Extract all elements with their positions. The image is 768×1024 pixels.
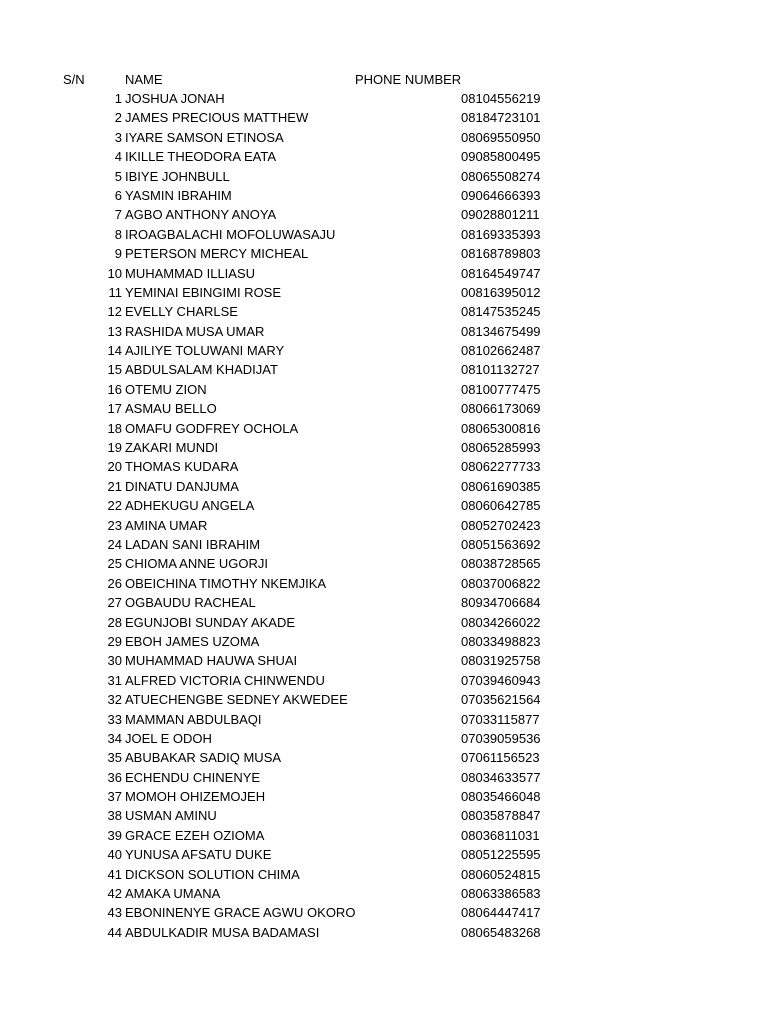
row-serial-number: 1	[114, 91, 122, 106]
row-name: MUHAMMAD HAUWA SHUAI	[125, 653, 298, 669]
row-phone-number: 09085800495	[461, 149, 541, 165]
table-row	[0, 380, 768, 399]
table-row	[0, 826, 768, 845]
row-phone-number: 08060642785	[461, 498, 541, 514]
row-name: OTEMU ZION	[125, 381, 207, 397]
row-name: CHIOMA ANNE UGORJI	[125, 556, 269, 572]
table-row	[0, 787, 768, 806]
row-phone-number: 08168789803	[461, 246, 541, 262]
row-name: YEMINAI EBINGIMI ROSE	[125, 284, 282, 300]
row-phone-number: 08035878847	[461, 808, 541, 824]
row-serial-number: 26	[107, 575, 122, 591]
row-phone-number: 08101132727	[461, 362, 540, 378]
row-phone-number: 08065285993	[461, 440, 541, 456]
row-name: OGBAUDU RACHEAL	[125, 595, 256, 611]
row-serial-number: 41	[107, 866, 122, 882]
row-name: THOMAS KUDARA	[125, 459, 239, 475]
row-phone-number: 08051225595	[461, 847, 541, 863]
header-name: NAME	[125, 72, 163, 87]
row-phone-number: 08164549747	[461, 265, 541, 281]
row-serial-number: 16	[107, 381, 122, 397]
row-name: AJILIYE TOLUWANI MARY	[125, 343, 285, 359]
row-serial-number: 9	[114, 246, 122, 262]
row-phone-number: 08034633577	[461, 769, 541, 785]
table-row	[0, 593, 768, 612]
header-phone-number: PHONE NUMBER	[355, 72, 462, 87]
row-serial-number: 42	[107, 886, 122, 902]
row-name: EGUNJOBI SUNDAY AKADE	[125, 614, 296, 630]
row-phone-number: 07061156523	[461, 750, 540, 766]
row-phone-number: 07039460943	[461, 672, 541, 688]
table-row	[0, 690, 768, 709]
row-serial-number: 19	[107, 440, 122, 456]
table-row	[0, 865, 768, 884]
row-phone-number: 08065483268	[461, 924, 541, 940]
row-serial-number: 2	[114, 110, 122, 126]
table-row	[0, 225, 768, 244]
row-serial-number: 29	[107, 633, 122, 649]
table-row	[0, 845, 768, 864]
row-serial-number: 7	[114, 207, 122, 223]
row-name: IYARE SAMSON ETINOSA	[125, 129, 284, 145]
row-phone-number: 09028801211	[461, 207, 540, 223]
row-serial-number: 39	[107, 827, 122, 843]
row-serial-number: 13	[107, 323, 122, 339]
row-name: ABDULSALAM KHADIJAT	[125, 362, 278, 378]
row-phone-number: 08147535245	[461, 304, 541, 320]
row-phone-number: 08052702423	[461, 517, 541, 533]
table-row	[0, 205, 768, 224]
row-serial-number: 22	[107, 498, 122, 514]
row-serial-number: 32	[107, 692, 122, 708]
row-name: PETERSON MERCY MICHEAL	[125, 246, 309, 262]
row-serial-number: 5	[114, 168, 122, 184]
table-row	[0, 186, 768, 205]
row-name: IROAGBALACHI MOFOLUWASAJU	[125, 226, 336, 242]
row-name: JOSHUA JONAH	[125, 91, 225, 106]
row-phone-number: 08169335393	[461, 226, 541, 242]
row-phone-number: 08062277733	[461, 459, 541, 475]
row-name: ALFRED VICTORIA CHINWENDU	[125, 672, 325, 688]
row-serial-number: 4	[114, 149, 122, 165]
row-name: AMINA UMAR	[125, 517, 208, 533]
row-name: EBOH JAMES UZOMA	[125, 633, 260, 649]
row-phone-number: 08184723101	[461, 110, 541, 126]
table-row	[0, 108, 768, 127]
row-phone-number: 08060524815	[461, 866, 541, 882]
row-phone-number: 08069550950	[461, 129, 541, 145]
row-name: ECHENDU CHINENYE	[125, 769, 261, 785]
table-row	[0, 516, 768, 535]
row-name: USMAN AMINU	[125, 808, 217, 824]
table-row	[0, 477, 768, 496]
row-name: OBEICHINA TIMOTHY NKEMJIKA	[125, 575, 327, 591]
table-row	[0, 147, 768, 166]
table-row	[0, 632, 768, 651]
table-row	[0, 903, 768, 922]
row-serial-number: 40	[107, 847, 122, 863]
table-row	[0, 167, 768, 186]
table-row	[0, 360, 768, 379]
row-serial-number: 17	[107, 401, 122, 417]
row-serial-number: 15	[107, 362, 122, 378]
table-row	[0, 923, 768, 942]
row-phone-number: 09064666393	[461, 187, 541, 203]
row-serial-number: 36	[107, 769, 122, 785]
row-phone-number: 07035621564	[461, 692, 541, 708]
row-serial-number: 6	[114, 187, 122, 203]
row-serial-number: 33	[107, 711, 122, 727]
row-name: OMAFU GODFREY OCHOLA	[125, 420, 299, 436]
row-name: MOMOH OHIZEMOJEH	[125, 789, 266, 805]
row-name: YUNUSA AFSATU DUKE	[125, 847, 272, 863]
table-row	[0, 244, 768, 263]
row-phone-number: 08033498823	[461, 633, 541, 649]
row-name: ABUBAKAR SADIQ MUSA	[125, 750, 282, 766]
row-name: YASMIN IBRAHIM	[125, 187, 232, 203]
row-phone-number: 08065508274	[461, 168, 541, 184]
row-name: JOEL E ODOH	[125, 730, 212, 746]
row-serial-number: 31	[107, 672, 122, 688]
row-name: DICKSON SOLUTION CHIMA	[125, 866, 300, 882]
row-phone-number: 08066173069	[461, 401, 541, 417]
row-name: EVELLY CHARLSE	[125, 304, 238, 320]
row-phone-number: 08037006822	[461, 575, 541, 591]
table-row	[0, 89, 768, 108]
row-serial-number: 43	[107, 905, 122, 921]
table-row	[0, 128, 768, 147]
table-row	[0, 554, 768, 573]
table-row	[0, 535, 768, 554]
table-row	[0, 613, 768, 632]
row-name: IKILLE THEODORA EATA	[125, 149, 276, 165]
row-phone-number: 08104556219	[461, 91, 541, 106]
row-name: JAMES PRECIOUS MATTHEW	[125, 110, 309, 126]
row-phone-number: 08036811031	[461, 827, 540, 843]
row-name: EBONINENYE GRACE AGWU OKORO	[125, 905, 356, 921]
table-row	[0, 496, 768, 515]
row-phone-number: 08051563692	[461, 536, 541, 552]
row-serial-number: 34	[107, 730, 122, 746]
row-serial-number: 44	[107, 924, 122, 940]
row-serial-number: 10	[107, 265, 122, 281]
row-serial-number: 14	[107, 343, 122, 359]
table-row	[0, 574, 768, 593]
table-row	[0, 806, 768, 825]
table-row	[0, 729, 768, 748]
row-serial-number: 21	[107, 478, 122, 494]
row-serial-number: 3	[114, 129, 122, 145]
row-serial-number: 23	[107, 517, 122, 533]
table-row	[0, 748, 768, 767]
row-serial-number: 30	[107, 653, 122, 669]
row-serial-number: 25	[107, 556, 122, 572]
row-name: ABDULKADIR MUSA BADAMASI	[125, 924, 320, 940]
row-name: ZAKARI MUNDI	[125, 440, 219, 456]
row-name: GRACE EZEH OZIOMA	[125, 827, 265, 843]
table-row	[0, 341, 768, 360]
row-phone-number: 08100777475	[461, 381, 541, 397]
table-row	[0, 322, 768, 341]
row-phone-number: 08102662487	[461, 343, 541, 359]
table-row	[0, 438, 768, 457]
table-row	[0, 264, 768, 283]
header-sn: S/N	[63, 72, 85, 87]
row-serial-number: 24	[107, 536, 122, 552]
row-serial-number: 35	[107, 750, 122, 766]
row-phone-number: 08031925758	[461, 653, 541, 669]
table-row	[0, 302, 768, 321]
row-phone-number: 08035466048	[461, 789, 541, 805]
table-row	[0, 419, 768, 438]
table-row	[0, 399, 768, 418]
table-row	[0, 768, 768, 787]
row-serial-number: 11	[108, 284, 122, 300]
row-phone-number: 80934706684	[461, 595, 541, 611]
row-phone-number: 08134675499	[461, 323, 541, 339]
row-name: ADHEKUGU ANGELA	[125, 498, 255, 514]
row-phone-number: 08038728565	[461, 556, 541, 572]
row-phone-number: 07033115877	[461, 711, 540, 727]
row-serial-number: 18	[107, 420, 122, 436]
table-row	[0, 283, 768, 302]
row-serial-number: 27	[107, 595, 122, 611]
table-row	[0, 671, 768, 690]
row-phone-number: 00816395012	[461, 284, 541, 300]
table-row	[0, 710, 768, 729]
row-name: AMAKA UMANA	[125, 886, 221, 902]
row-phone-number: 08064447417	[461, 905, 541, 921]
row-name: AGBO ANTHONY ANOYA	[125, 207, 277, 223]
row-phone-number: 08065300816	[461, 420, 541, 436]
row-name: IBIYE JOHNBULL	[125, 168, 230, 184]
table-row	[0, 651, 768, 670]
row-serial-number: 38	[107, 808, 122, 824]
row-serial-number: 20	[107, 459, 122, 475]
contact-list	[0, 89, 768, 942]
row-phone-number: 08063386583	[461, 886, 541, 902]
row-phone-number: 07039059536	[461, 730, 541, 746]
header-row	[0, 70, 768, 89]
row-name: MAMMAN ABDULBAQI	[125, 711, 262, 727]
row-serial-number: 37	[107, 789, 122, 805]
row-serial-number: 12	[107, 304, 122, 320]
row-name: ASMAU BELLO	[125, 401, 217, 417]
row-serial-number: 8	[114, 226, 122, 242]
row-phone-number: 08034266022	[461, 614, 541, 630]
row-serial-number: 28	[107, 614, 122, 630]
row-name: LADAN SANI IBRAHIM	[125, 536, 261, 552]
row-name: RASHIDA MUSA UMAR	[125, 323, 265, 339]
row-name: DINATU DANJUMA	[125, 478, 239, 494]
row-name: ATUECHENGBE SEDNEY AKWEDEE	[125, 692, 348, 708]
row-name: MUHAMMAD ILLIASU	[125, 265, 256, 281]
table-row	[0, 457, 768, 476]
table-row	[0, 884, 768, 903]
row-phone-number: 08061690385	[461, 478, 541, 494]
